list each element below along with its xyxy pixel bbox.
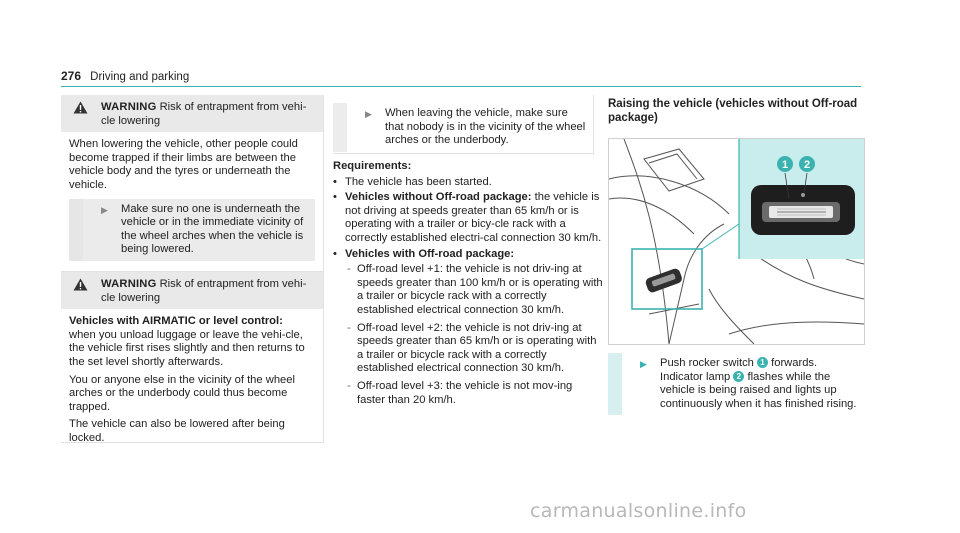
callout-1: 1 [781, 159, 789, 171]
action-step [69, 199, 315, 261]
indicator-lamp-icon [801, 193, 805, 197]
callout-2-badge: 2 [733, 371, 744, 382]
warning-box-1 [61, 95, 324, 272]
section-title: Driving and parking [90, 71, 190, 83]
requirements-heading: Requirements: [333, 160, 412, 172]
warning-header [61, 95, 323, 132]
action-text: Push rocker switch 1 forwards. Indicator lamp 2 flashes while the vehicle is being raised and lights up continuously when it has finished rising. [660, 357, 857, 410]
warning-subhead: Vehicles with AIRMATIC or level control: [69, 315, 283, 328]
section-heading: Raising the vehicle (vehicles without Off-road package) [608, 98, 858, 124]
warning-box-2 [61, 272, 324, 443]
warning-para-2: You or anyone else in the vicinity of the wheel arches or the underbody could thus become trapped. [69, 373, 295, 413]
sub-requirement: - Off-road level +1: the vehicle is not driv-ing at speeds greater than 100 km/h or is operating with a trailer or bicycle rack with a correctly established electrical connection 30 km/h. [345, 263, 603, 317]
action-step [608, 353, 863, 415]
warning-title: Risk of entrapment from vehi-cle lowering [101, 278, 307, 304]
action-box [333, 95, 594, 154]
play-arrow-icon: ▶ [365, 109, 372, 119]
requirement-item: • Vehicles without Off-road package: the vehicle is not driving at speeds greater than 65 km/h or is operating with a trailer or bicy-cle rack with a correctly established electri-cal connection 30 km/h. [333, 191, 603, 245]
watermark: carmanualsonline.info [530, 500, 747, 522]
callout-1-badge: 1 [757, 357, 768, 368]
action-text: Make sure no one is underneath the vehicle or in the immediate vicinity of the wheel arches when the vehicle is being lowered. [121, 202, 304, 256]
warning-triangle-icon [73, 278, 88, 296]
play-arrow-icon: ▶ [101, 204, 108, 215]
warning-text: When lowering the vehicle, other people could become trapped if their limbs are between the vehicle body and the tyres or underneath the vehicle. [69, 138, 298, 191]
raising-step [608, 353, 863, 415]
warning-title: Risk of entrapment from vehi-cle lowering [101, 101, 307, 127]
requirements-section [333, 160, 603, 411]
page-number: 276 [61, 69, 82, 83]
sub-requirement: - Off-road level +2: the vehicle is not driv-ing at speeds greater than 65 km/h or is operating with a trailer or bicycle rack with a correctly established electrical connection 30 km/h. [345, 322, 603, 376]
sub-requirement: - Off-road level +3: the vehicle is not mov-ing faster than 20 km/h. [345, 380, 603, 407]
header-rule [61, 86, 861, 87]
callout-2: 2 [803, 159, 811, 171]
requirement-item: • The vehicle has been started. [333, 176, 603, 190]
requirement-item: • Vehicles with Off-road package: - Off-road level +1: the vehicle is not driv-ing at speeds greater than 100 km/h or is operating with a trailer or bicycle rack with a correctly established electrical connection 30 km/h. - Off-road level +2: the vehicle is not driv-ing at speeds greater than 65 km/h or is operating with a trailer or bicycle rack with a correctly established electrical connection 30 km/h. - Off-road level +3: the vehicle is not mov-ing faster than 20 km/h. [333, 248, 603, 408]
page-header [61, 70, 189, 85]
console-illustration [608, 138, 865, 345]
console-drawing [609, 139, 864, 344]
warning-label: WARNING [101, 278, 157, 290]
warning-header [61, 272, 323, 309]
warning-triangle-icon [73, 101, 88, 119]
action-step [333, 103, 593, 152]
play-arrow-icon: ▶ [640, 359, 647, 369]
warning-para-3: The vehicle can also be lowered after being locked. [69, 418, 285, 444]
warning-label: WARNING [101, 101, 157, 113]
warning-subtext: when you unload luggage or leave the vehi-cle, the vehicle first rises slightly and then returns to the set level shortly afterwards. [69, 328, 305, 368]
action-text: When leaving the vehicle, make sure that nobody is in the vicinity of the wheel arches or the underbody. [385, 107, 586, 147]
